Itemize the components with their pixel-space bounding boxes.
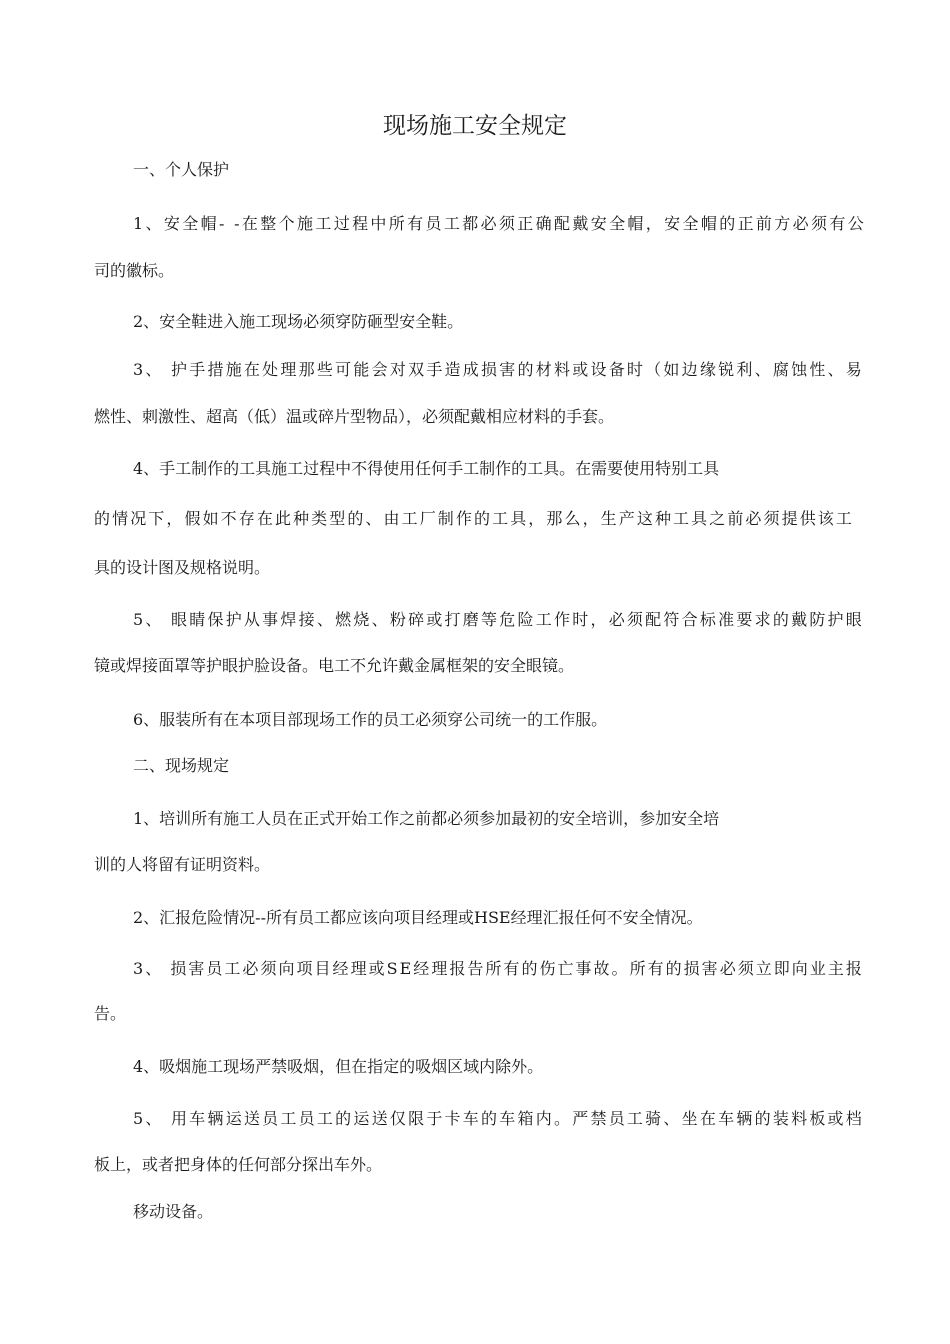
- paragraph-line: 5、 用车辆运送员工员工的运送仅限于卡车的车箱内。严禁员工骑、坐在车辆的装料板或档: [133, 1109, 865, 1128]
- paragraph-line: 训的人将留有证明资料。: [94, 855, 271, 874]
- paragraph-line: 告。: [94, 1004, 127, 1023]
- document-title: 现场施工安全规定: [383, 113, 567, 139]
- paragraph-line: 4、吸烟施工现场严禁吸烟，但在指定的吸烟区域内除外。: [133, 1057, 544, 1076]
- paragraph-line: 6、服装所有在本项目部现场工作的员工必须穿公司统一的工作服。: [133, 710, 608, 729]
- paragraph-line: 司的徽标。: [94, 261, 175, 280]
- paragraph-line: 具的设计图及规格说明。: [94, 558, 271, 577]
- paragraph-line: 5、 眼睛保护从事焊接、燃烧、粉碎或打磨等危险工作时，必须配符合标准要求的戴防护眼: [133, 610, 865, 629]
- paragraph-line: 的情况下，假如不存在此种类型的、由工厂制作的工具，那么，生产这种工具之前必须提供该工: [94, 509, 854, 528]
- paragraph-line: 4、手工制作的工具施工过程中不得使用任何手工制作的工具。在需要使用特别工具: [133, 459, 720, 478]
- paragraph-line: 1、安全帽- -在整个施工过程中所有员工都必须正确配戴安全帽，安全帽的正前方必须有公: [133, 214, 866, 233]
- paragraph-line: 2、安全鞋进入施工现场必须穿防砸型安全鞋。: [133, 312, 464, 331]
- paragraph-line: 2、汇报危险情况--所有员工都应该向项目经理或HSE经理汇报任何不安全情况。: [133, 908, 703, 927]
- section-heading-site-rules: 二、现场规定: [133, 756, 230, 775]
- paragraph-line: 移动设备。: [133, 1202, 214, 1221]
- paragraph-line: 3、 损害员工必须向项目经理或SE经理报告所有的伤亡事故。所有的损害必须立即向业主报: [133, 959, 864, 978]
- paragraph-line: 1、培训所有施工人员在正式开始工作之前都必须参加最初的安全培训，参加安全培: [133, 809, 720, 828]
- paragraph-line: 板上，或者把身体的任何部分探出车外。: [94, 1155, 383, 1174]
- paragraph-line: 3、 护手措施在处理那些可能会对双手造成损害的材料或设备时（如边缘锐利、腐蚀性、易: [133, 360, 865, 379]
- paragraph-line: 镜或焊接面罩等护眼护脸设备。电工不允许戴金属框架的安全眼镜。: [94, 656, 575, 675]
- section-heading-personal-protection: 一、个人保护: [133, 160, 230, 179]
- paragraph-line: 燃性、刺激性、超高（低）温或碎片型物品），必须配戴相应材料的手套。: [94, 407, 615, 426]
